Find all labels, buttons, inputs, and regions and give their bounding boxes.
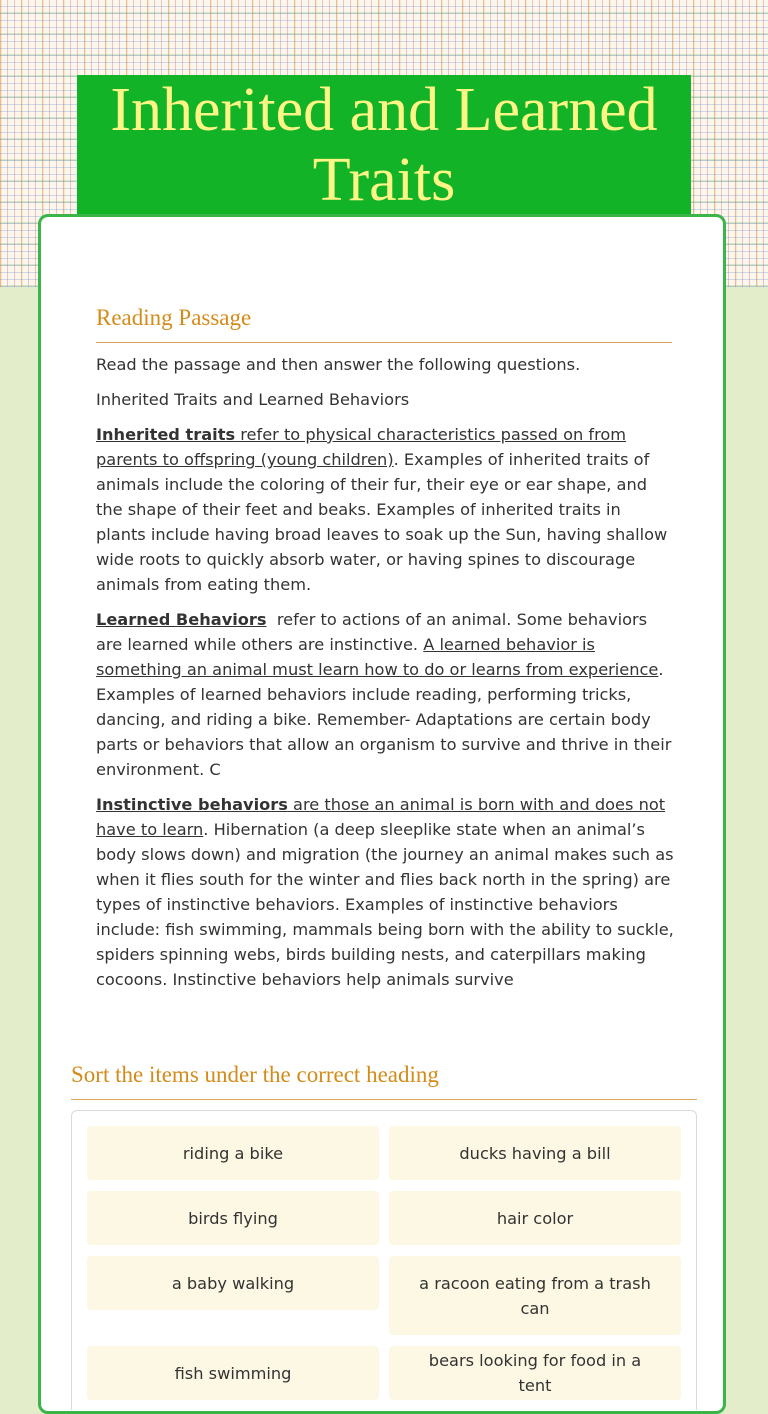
sort-item-tile[interactable]: ducks having a bill	[389, 1126, 681, 1180]
learned-behaviors-intro: refer to actions of an animal. Some behaviors are learned while others are instinctive.	[96, 610, 653, 654]
instinctive-behaviors-paragraph	[96, 792, 674, 992]
sort-item-tile[interactable]: a baby walking	[87, 1256, 379, 1310]
worksheet-title: Inherited and Learned Traits	[110, 76, 658, 214]
instinctive-behaviors-text: . Hibernation (a deep sleeplike state when an animal’s body slows down) and migration (the journey an animal makes such as when it flies south for the winter and flies back north in the spring) are types of instinctive behaviors. Examples of instinctive behaviors include: fish swimming, mammals being born with the ability to suckle, spiders spinning webs, birds building nests, and caterpillars making cocoons. Instinctive behaviors help animals survive	[96, 820, 674, 989]
sort-item-tile[interactable]: a racoon eating from a trash can	[389, 1256, 681, 1335]
sort-item-tile[interactable]: hair color	[389, 1191, 681, 1245]
inherited-traits-term: Inherited traits	[96, 425, 236, 444]
reading-heading-divider	[96, 342, 672, 343]
learned-behaviors-paragraph	[96, 607, 674, 782]
sort-heading-divider	[71, 1099, 697, 1100]
sort-item-tile[interactable]: riding a bike	[87, 1126, 379, 1180]
inherited-traits-definition: refer to physical characteristics passed on from parents to offspring (young children)	[96, 425, 627, 469]
passage-subtitle: Inherited Traits and Learned Behaviors	[96, 390, 410, 409]
sort-item-tile[interactable]: bears looking for food in a tent	[389, 1346, 681, 1400]
sort-heading: Sort the items under the correct heading	[71, 1062, 439, 1087]
instructions: Read the passage and then answer the following questions.	[96, 355, 581, 374]
sort-item-tile[interactable]: birds flying	[87, 1191, 379, 1245]
sort-item-tile[interactable]: fish swimming	[87, 1346, 379, 1400]
inherited-traits-paragraph	[96, 422, 674, 597]
instinctive-behaviors-term: Instinctive behaviors	[96, 795, 288, 814]
instinctive-behaviors-definition: are those an animal is born with and does not have to learn	[96, 795, 666, 839]
inherited-traits-text: . Examples of inherited traits of animals include the coloring of their fur, their eye or ear shape, and the shape of their feet and beaks. Examples of inherited traits in plants include having broad leaves to soak up the Sun, having shallow wide roots to quickly absorb water, or having spines to discourage animals from eating them.	[96, 450, 668, 594]
learned-behaviors-definition: A learned behavior is something an animal must learn how to do or learns from experience	[96, 635, 659, 679]
reading-passage	[96, 352, 674, 1002]
learned-behaviors-term: Learned Behaviors	[96, 610, 267, 629]
reading-passage-heading: Reading Passage	[96, 305, 252, 330]
learned-behaviors-text: . Examples of learned behaviors include reading, performing tricks, dancing, and riding a bike. Remember- Adaptations are certain body parts or behaviors that allow an organism to survive and thrive in their environment. C	[96, 660, 672, 779]
